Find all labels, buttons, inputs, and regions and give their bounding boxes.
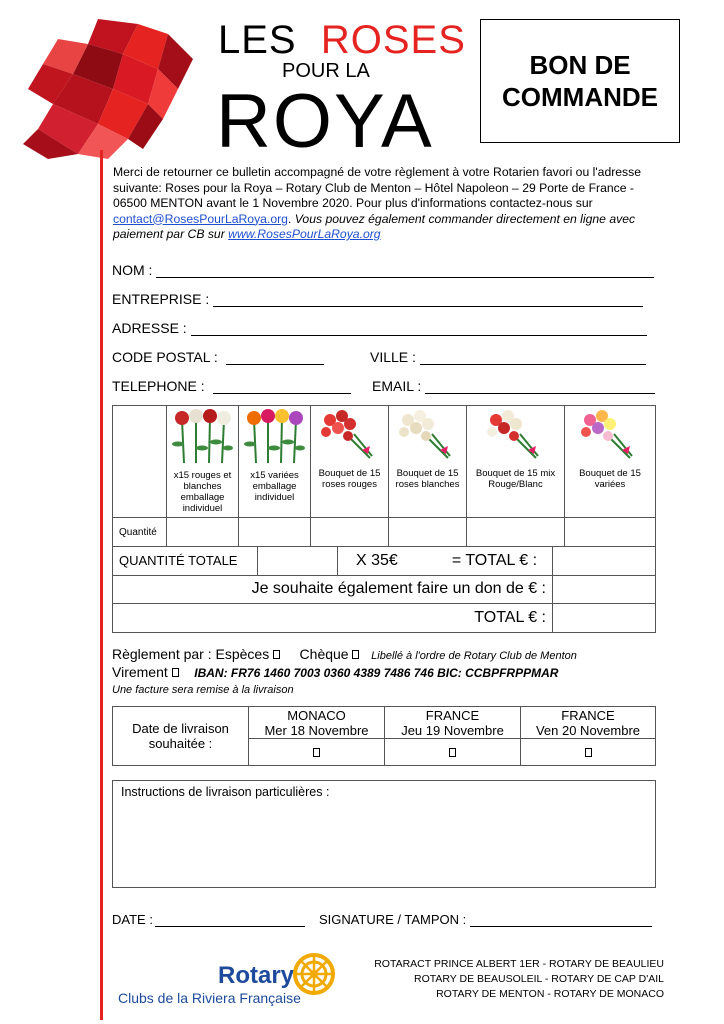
date-label: DATE : bbox=[112, 912, 153, 927]
ville-field[interactable] bbox=[420, 351, 646, 365]
delivery-checkbox-cell-1 bbox=[385, 739, 521, 766]
intro-paragraph: Merci de retourner ce bulletin accompagné de votre règlement à votre Rotarien favori ou l'adresse suivante: Roses pour la Roya – Rotary Club de Menton – Hôtel Napoleon – 29 Porte de France - 06500 MENTON avant le 1 Novembre 2020. Pour plus d'informations contactez-nous sur contact@RosesPourLaRoya.org. Vous pouvez également commander directement en ligne avec paiement par CB sur www.RosesPourLaRoya.org bbox=[113, 165, 642, 241]
cheque-libelle: Libellé à l'ordre de Rotary Club de Menton bbox=[371, 650, 577, 662]
delivery-checkbox-cell-0 bbox=[249, 739, 385, 766]
adresse-row bbox=[112, 320, 647, 336]
code-postal-row bbox=[112, 349, 324, 365]
ville-row bbox=[370, 349, 646, 365]
virement-line: Virement IBAN: FR76 1460 7003 0360 4389 7486 746 BIC: CCBPFRPPMAR bbox=[112, 664, 559, 680]
subtotal-input[interactable] bbox=[553, 547, 656, 576]
entreprise-field[interactable] bbox=[213, 293, 643, 307]
product-cell-5: Bouquet de 15 variées bbox=[565, 406, 656, 518]
total-eq-label: = TOTAL € : bbox=[451, 551, 538, 569]
product-empty-header bbox=[113, 406, 167, 518]
clubs-line1: ROTARACT PRINCE ALBERT 1ER - ROTARY DE BEAULIEU bbox=[374, 958, 664, 970]
date-field[interactable] bbox=[155, 913, 305, 927]
bouquet-varied-icon bbox=[578, 408, 642, 464]
website-link[interactable]: www.RosesPourLaRoya.org bbox=[228, 227, 381, 241]
quantite-label: Quantité bbox=[113, 518, 167, 547]
reglement-line: Règlement par : Espèces Chèque Libellé à l'ordre de Rotary Club de Menton bbox=[112, 646, 577, 662]
single-roses-red-white-icon bbox=[172, 408, 234, 466]
adresse-label: ADRESSE : bbox=[112, 320, 187, 336]
delivery-checkbox-1[interactable] bbox=[449, 748, 456, 757]
title-roses-word: ROSES bbox=[320, 18, 466, 62]
total-label: TOTAL € : bbox=[113, 604, 553, 633]
product-cell-3: Bouquet de 15 roses blanches bbox=[389, 406, 467, 518]
signature-label: SIGNATURE / TAMPON : bbox=[318, 912, 467, 927]
bouquet-red-icon bbox=[318, 408, 382, 464]
rotary-clubs-riviera: Clubs de la Riviera Française bbox=[118, 990, 301, 1006]
bon-line2: COMMANDE bbox=[502, 82, 658, 112]
nom-label: NOM : bbox=[112, 262, 153, 278]
title-les-roses: LES ROSES bbox=[218, 18, 466, 62]
telephone-label: TELEPHONE : bbox=[112, 378, 205, 394]
telephone-row bbox=[112, 378, 351, 394]
title-roya: ROYA bbox=[216, 79, 434, 164]
clubs-line2: ROTARY DE BEAUSOLEIL - ROTARY DE CAP D'AIL bbox=[413, 973, 664, 985]
bon-de-commande-box bbox=[480, 19, 680, 143]
product-cell-4: Bouquet de 15 mix Rouge/Blanc bbox=[467, 406, 565, 518]
iban-text: IBAN: FR76 1460 7003 0360 4389 7486 746 BIC: CCBPFRPPMAR bbox=[194, 666, 559, 680]
code-postal-field[interactable] bbox=[226, 351, 324, 365]
don-input[interactable] bbox=[553, 575, 656, 604]
bouquet-mix-icon bbox=[484, 408, 548, 464]
telephone-field[interactable] bbox=[213, 380, 351, 394]
rose-stem bbox=[100, 150, 103, 1020]
ville-label: VILLE : bbox=[370, 349, 416, 365]
adresse-field[interactable] bbox=[191, 322, 647, 336]
qty-input-5[interactable] bbox=[565, 518, 656, 547]
cheque-checkbox[interactable] bbox=[352, 650, 359, 659]
facture-note: Une facture sera remise à la livraison bbox=[112, 684, 294, 696]
email-label: EMAIL : bbox=[372, 378, 422, 394]
entreprise-label: ENTREPRISE : bbox=[112, 291, 210, 307]
qty-input-4[interactable] bbox=[467, 518, 565, 547]
email-input[interactable] bbox=[425, 380, 655, 394]
delivery-checkbox-0[interactable] bbox=[313, 748, 320, 757]
qty-input-2[interactable] bbox=[311, 518, 389, 547]
email-link[interactable]: contact@RosesPourLaRoya.org bbox=[113, 211, 288, 226]
clubs-list bbox=[374, 957, 664, 1002]
bon-line1: BON DE bbox=[529, 49, 631, 80]
email-row bbox=[372, 378, 655, 394]
product-cell-0: x15 rouges et blanches emballage individuel bbox=[167, 406, 239, 518]
qty-input-1[interactable] bbox=[239, 518, 311, 547]
quantite-totale-label: QUANTITÉ TOTALE bbox=[113, 547, 258, 576]
product-cell-1: x15 variées emballage individuel bbox=[239, 406, 311, 518]
clubs-line3: ROTARY DE MENTON - ROTARY DE MONACO bbox=[436, 988, 664, 1000]
delivery-checkbox-cell-2 bbox=[521, 739, 656, 766]
signature-row bbox=[112, 912, 652, 927]
delivery-option-1: FRANCE Jeu 19 Novembre bbox=[385, 707, 521, 739]
instructions-box[interactable] bbox=[112, 780, 656, 888]
qty-input-0[interactable] bbox=[167, 518, 239, 547]
price-total-cell bbox=[338, 547, 553, 576]
signature-field[interactable] bbox=[470, 913, 652, 927]
qty-input-3[interactable] bbox=[389, 518, 467, 547]
nom-row bbox=[112, 262, 654, 278]
totals-table bbox=[112, 546, 656, 633]
rotary-wordmark: Rotary bbox=[218, 962, 295, 989]
delivery-option-0: MONACO Mer 18 Novembre bbox=[249, 707, 385, 739]
code-postal-label: CODE POSTAL : bbox=[112, 349, 218, 365]
delivery-table bbox=[112, 706, 656, 766]
quantite-totale-input[interactable] bbox=[258, 547, 338, 576]
virement-checkbox[interactable] bbox=[172, 668, 179, 677]
total-input[interactable] bbox=[553, 604, 656, 633]
bouquet-white-icon bbox=[396, 408, 460, 464]
delivery-checkbox-2[interactable] bbox=[585, 748, 592, 757]
rose-logo bbox=[18, 14, 208, 164]
nom-field[interactable] bbox=[156, 264, 654, 278]
delivery-label: Date de livraison souhaitée : bbox=[113, 707, 249, 766]
entreprise-row bbox=[112, 291, 643, 307]
don-label: Je souhaite également faire un don de € : bbox=[113, 575, 553, 604]
delivery-option-2: FRANCE Ven 20 Novembre bbox=[521, 707, 656, 739]
title-pour-la: POUR LA bbox=[282, 60, 370, 82]
especes-checkbox[interactable] bbox=[273, 650, 280, 659]
single-roses-mixed-icon bbox=[244, 408, 306, 466]
instructions-label: Instructions de livraison particulières : bbox=[121, 785, 330, 799]
product-cell-2: Bouquet de 15 roses rouges bbox=[311, 406, 389, 518]
product-table bbox=[112, 405, 656, 547]
price-unit: X 35€ bbox=[356, 551, 398, 569]
